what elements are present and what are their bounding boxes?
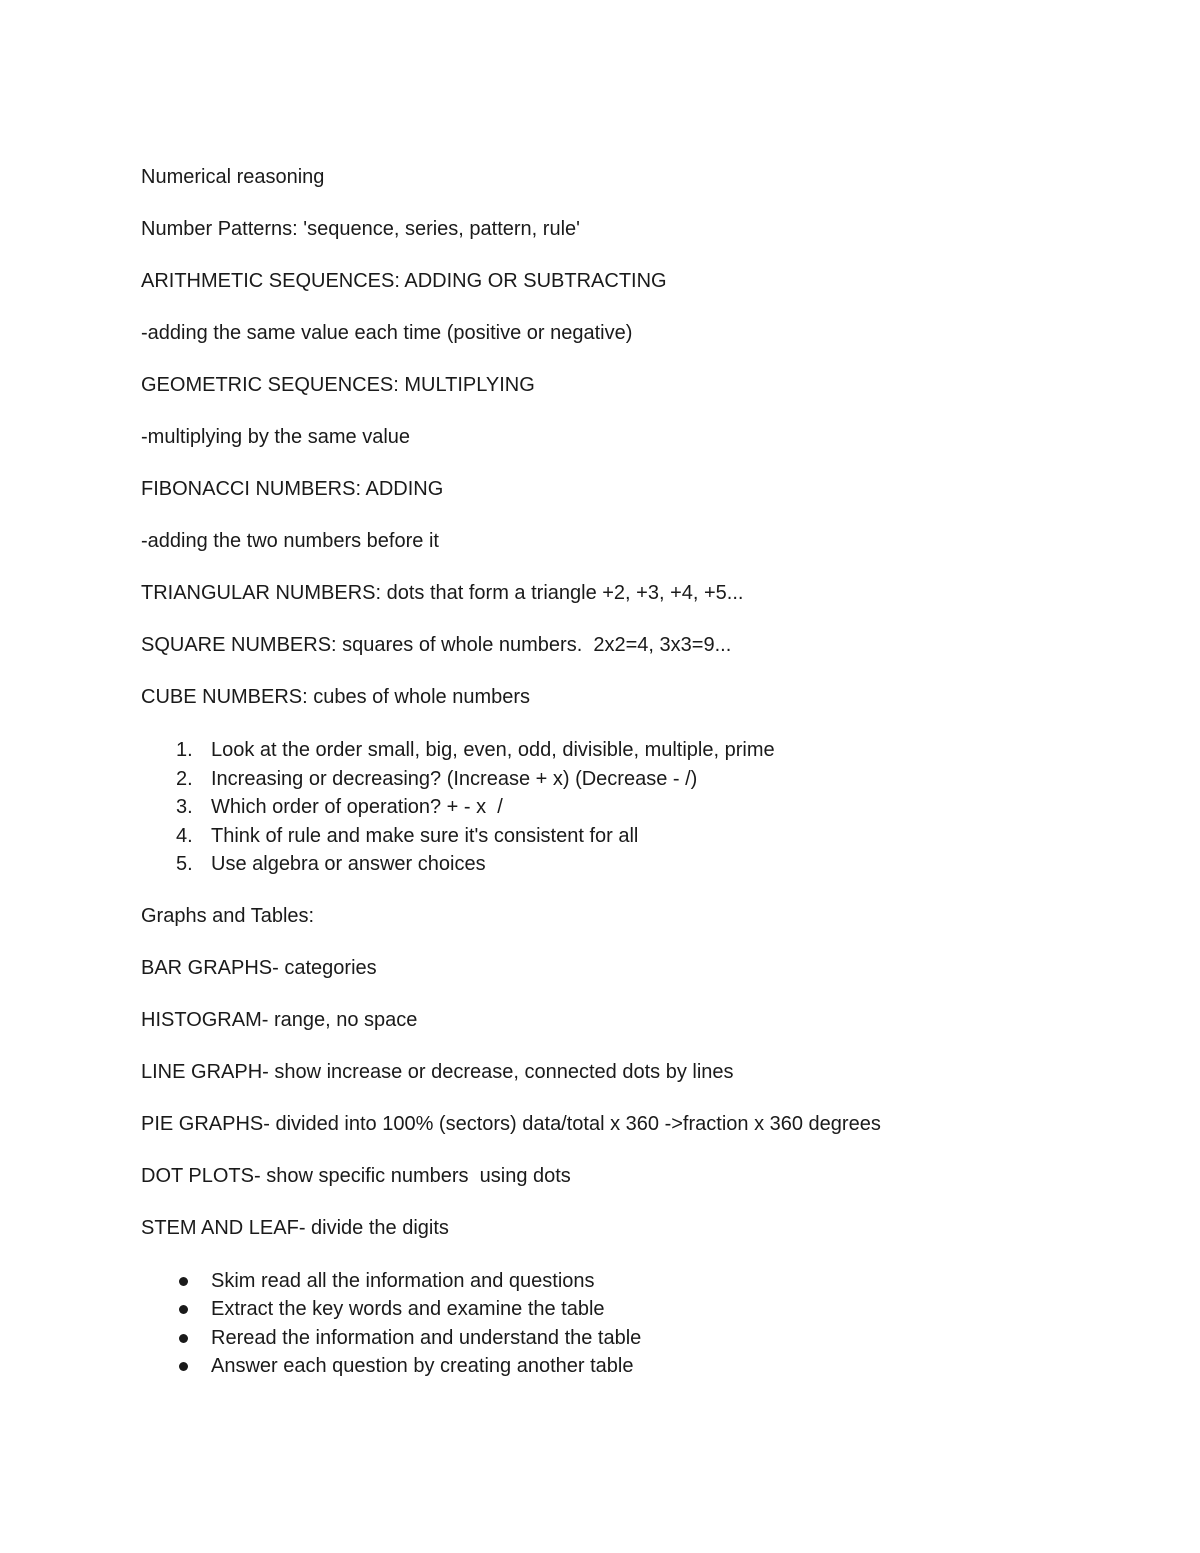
paragraph-stem-and-leaf: STEM AND LEAF- divide the digits — [141, 1216, 449, 1239]
bullet-icon — [179, 1277, 188, 1286]
list-number: 2. — [176, 767, 193, 790]
list-item — [141, 1352, 1101, 1381]
list-item-text: Look at the order small, big, even, odd, divisible, multiple, prime — [211, 739, 775, 761]
paragraph-histogram: HISTOGRAM- range, no space — [141, 1008, 418, 1031]
document-body — [141, 164, 1101, 1381]
list-number: 4. — [176, 824, 193, 847]
paragraph-number-patterns: Number Patterns: 'sequence, series, pattern, rule' — [141, 218, 580, 240]
list-item — [141, 1295, 1101, 1324]
list-item-text: Increasing or decreasing? (Increase + x) (Decrease - /) — [211, 767, 698, 790]
paragraph-cube-numbers: CUBE NUMBERS: cubes of whole numbers — [141, 686, 531, 708]
list-item-text: Skim read all the information and questions — [211, 1269, 595, 1292]
paragraph-geometric-description: -multiplying by the same value — [141, 426, 411, 448]
list-number: 3. — [176, 796, 193, 818]
paragraph-square-numbers: SQUARE NUMBERS: squares of whole numbers. 2x2=4, 3x3=9... — [141, 634, 732, 656]
bullet-icon — [179, 1334, 188, 1343]
steps-numbered-list — [141, 736, 1101, 879]
list-item-text: Extract the key words and examine the table — [211, 1298, 605, 1320]
list-item — [141, 822, 1101, 851]
heading-geometric-sequences: GEOMETRIC SEQUENCES: MULTIPLYING — [141, 374, 535, 396]
document-title: Numerical reasoning — [141, 166, 325, 188]
list-item — [141, 736, 1101, 765]
heading-arithmetic-sequences: ARITHMETIC SEQUENCES: ADDING OR SUBTRACTING — [141, 270, 667, 292]
heading-graphs-and-tables: Graphs and Tables: — [141, 904, 315, 927]
tips-bullet-list — [141, 1267, 1101, 1381]
paragraph-line-graph: LINE GRAPH- show increase or decrease, connected dots by lines — [141, 1060, 734, 1083]
bullet-icon — [179, 1362, 188, 1371]
list-item — [141, 765, 1101, 794]
list-item — [141, 1267, 1101, 1296]
bullet-icon — [179, 1305, 188, 1314]
list-number: 5. — [176, 853, 193, 875]
list-number: 1. — [176, 739, 193, 761]
list-item — [141, 850, 1101, 879]
list-item-text: Answer each question by creating another table — [211, 1355, 634, 1377]
paragraph-triangular-numbers: TRIANGULAR NUMBERS: dots that form a triangle +2, +3, +4, +5... — [141, 582, 744, 604]
list-item-text: Reread the information and understand the table — [211, 1326, 642, 1349]
paragraph-dot-plots: DOT PLOTS- show specific numbers using dots — [141, 1164, 571, 1187]
paragraph-fibonacci-description: -adding the two numbers before it — [141, 530, 439, 552]
list-item — [141, 1324, 1101, 1353]
heading-fibonacci-numbers: FIBONACCI NUMBERS: ADDING — [141, 478, 444, 500]
list-item-text: Use algebra or answer choices — [211, 853, 486, 875]
list-item — [141, 793, 1101, 822]
paragraph-arithmetic-description: -adding the same value each time (positive or negative) — [141, 322, 633, 344]
paragraph-pie-graphs: PIE GRAPHS- divided into 100% (sectors) data/total x 360 ->fraction x 360 degrees — [141, 1112, 881, 1135]
list-item-text: Which order of operation? + - x / — [211, 796, 503, 818]
paragraph-bar-graphs: BAR GRAPHS- categories — [141, 956, 377, 979]
list-item-text: Think of rule and make sure it's consistent for all — [211, 824, 639, 847]
